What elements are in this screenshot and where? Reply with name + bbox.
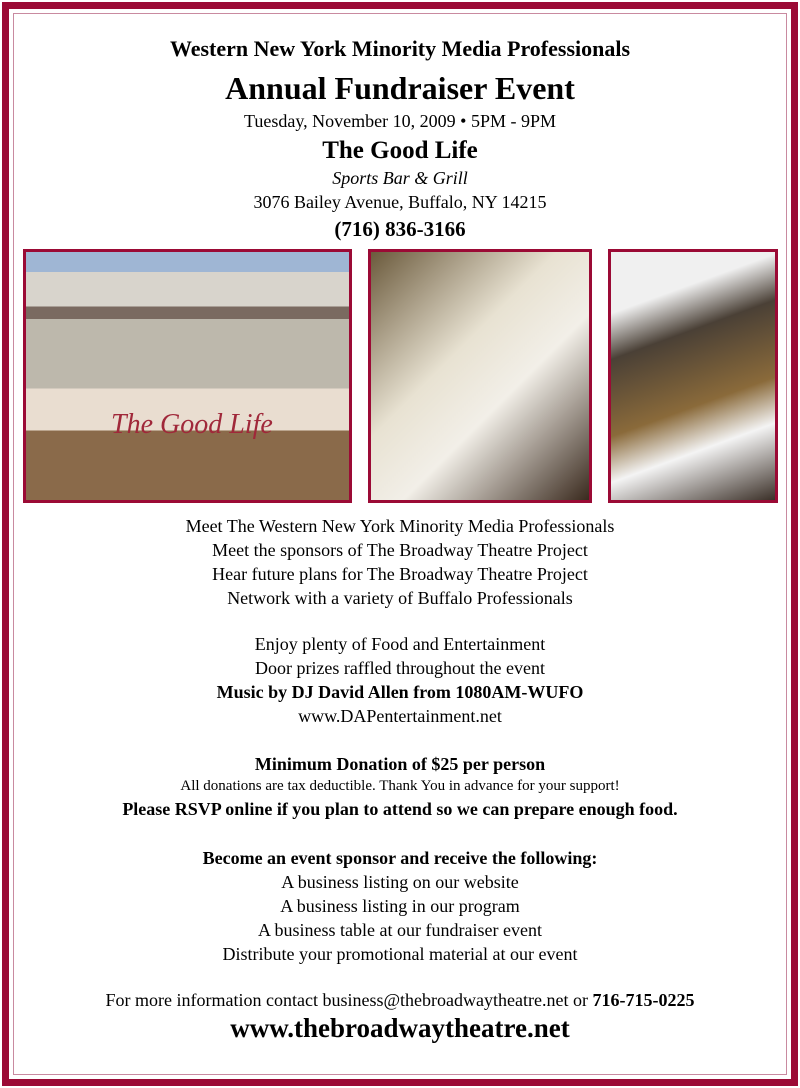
contact-phone: 716-715-0225	[592, 990, 695, 1010]
venue-name: The Good Life	[322, 137, 478, 164]
venue-subtitle: Sports Bar & Grill	[332, 168, 468, 188]
org-name: Western New York Minority Media Professionals	[169, 36, 631, 61]
highlight: Meet the sponsors of The Broadway Theatre Project	[212, 540, 588, 560]
extra: Enjoy plenty of Food and Entertainment	[254, 634, 546, 654]
dj-website-link[interactable]: www.DAPentertainment.net	[298, 706, 502, 726]
website-link[interactable]: www.thebroadwaytheatre.net	[230, 1013, 570, 1043]
highlight: Network with a variety of Buffalo Professionals	[227, 588, 573, 608]
sponsor-benefit: Distribute your promotional material at our event	[222, 944, 578, 964]
venue-phone: (716) 836-3166	[334, 217, 466, 241]
rsvp-note: Please RSVP online if you plan to attend so we can prepare enough food.	[122, 799, 678, 819]
contact-line	[0, 990, 800, 1011]
min-donation: Minimum Donation of $25 per person	[254, 754, 546, 774]
photo-bar	[608, 249, 778, 503]
donation-note: All donations are tax deductible. Thank You in advance for your support!	[180, 778, 620, 794]
highlight: Meet The Western New York Minority Media Professionals	[185, 516, 615, 536]
highlight: Hear future plans for The Broadway Theatre Project	[212, 564, 588, 584]
contact-text: For more information contact business@thebroadwaytheatre.net or	[105, 990, 593, 1010]
photo-exterior	[23, 249, 352, 503]
sponsor-heading: Become an event sponsor and receive the following:	[202, 848, 598, 868]
sponsor-benefit: A business table at our fundraiser event	[258, 920, 542, 940]
photo-dining-room	[368, 249, 592, 503]
sponsor-benefit: A business listing in our program	[280, 896, 520, 916]
sign-text: The Good Life	[111, 409, 273, 440]
venue-address: 3076 Bailey Avenue, Buffalo, NY 14215	[253, 192, 547, 212]
extra: Door prizes raffled throughout the event	[254, 658, 546, 678]
event-datetime: Tuesday, November 10, 2009 • 5PM - 9PM	[244, 111, 556, 131]
sponsor-benefit: A business listing on our website	[281, 872, 519, 892]
dj-info: Music by DJ David Allen from 1080AM-WUFO	[216, 682, 584, 702]
event-title: Annual Fundraiser Event	[225, 70, 575, 106]
